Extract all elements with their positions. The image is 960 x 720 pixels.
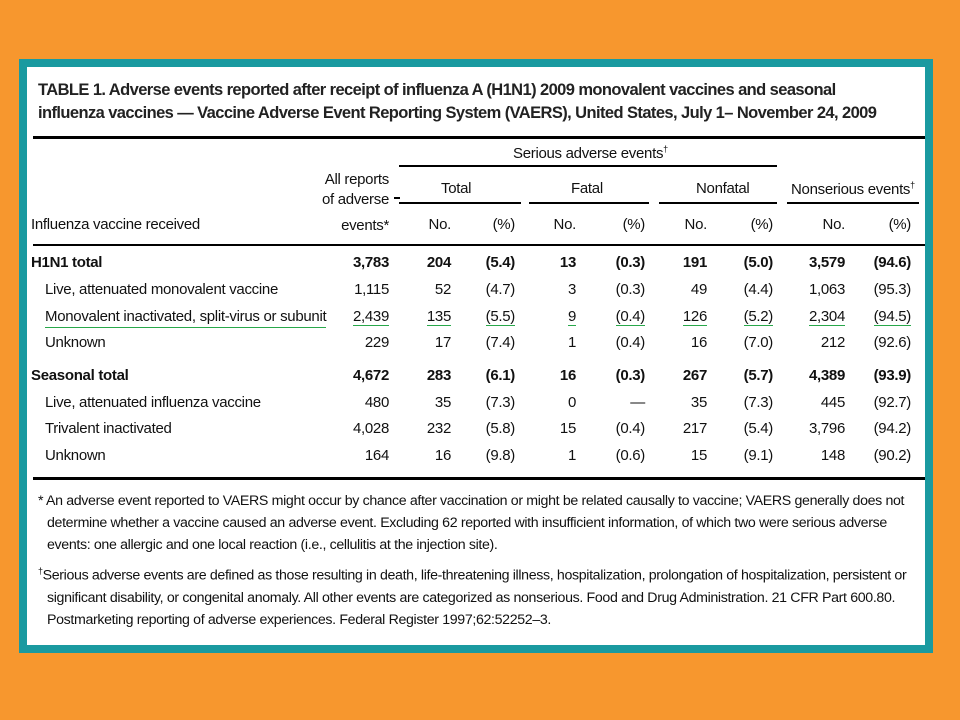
nonserious-pct-cell-wrap [857,333,911,353]
nonserious-pct-heading: (%) [888,216,911,233]
fatal-no-cell-wrap [532,333,576,353]
nonserious-pct-cell: (94.2) [873,420,911,437]
nonfatal-rule [659,202,777,204]
nonfatal-pct-cell: (7.0) [743,334,773,351]
nonfatal-pct-cell-wrap [727,419,773,439]
nonfatal-no-cell-wrap [663,446,707,466]
top-rule [33,136,925,139]
header-rule [33,244,925,246]
row-label: Trivalent inactivated [45,420,172,437]
all-reports-cell-wrap [307,419,389,439]
total-pct-cell: (7.4) [485,334,515,351]
nonserious-pct-cell-wrap [857,419,911,439]
table-title: TABLE 1. Adverse events reported after receipt of influenza A (H1N1) 2009 monovalent vaccines and seasonal influenza vaccines — Vaccine Adverse Event Reporting System (VAERS), United States, July 1– November 24, 2009 [38,80,877,122]
nonserious-no-cell-wrap [795,366,845,386]
nonserious-pct-cell-wrap [857,393,911,413]
nonfatal-pct-cell-wrap [727,393,773,413]
nonserious-pct-cell-wrap [857,307,911,327]
nonfatal-no-cell-wrap [663,280,707,300]
all-reports-cell: 229 [364,334,389,351]
total-no-cell: 135 [426,308,451,325]
fatal-no-cell-wrap [532,307,576,327]
all-reports-cell: 480 [364,394,389,411]
footnote-dagger: †Serious adverse events are defined as those resulting in death, life-threatening illness, hospitalization, prolongation of hospitalization, persistent or significant disability, or congenital anomaly. All other events are categorized as nonserious. Food and Drug Administration. 21 CFR Part 600.80. Postmarketing reporting of adverse experiences. Federal Register 1997;62:52252–3. [38,566,907,628]
footnotes [38,490,922,631]
nonfatal-pct-cell-wrap [727,253,773,273]
nonfatal-pct-cell: (5.0) [743,254,773,271]
fatal-pct-cell: (0.3) [615,281,645,298]
fatal-no-cell-wrap [532,280,576,300]
fatal-pct-cell: (0.6) [615,447,645,464]
fatal-pct-cell-wrap [597,307,645,327]
fatal-pct-cell-wrap [597,333,645,353]
fatal-no-cell-wrap [532,366,576,386]
total-no-cell: 17 [434,334,451,351]
total-pct-cell-wrap [467,280,515,300]
total-rule [399,202,521,204]
fatal-pct-cell: (0.3) [615,254,645,271]
total-pct-cell: (7.3) [485,394,515,411]
fatal-no-heading: No. [553,216,576,233]
nonfatal-pct-cell-wrap [727,307,773,327]
table-panel [27,67,925,645]
nonserious-no-cell-wrap [795,280,845,300]
total-pct-cell-wrap [467,446,515,466]
fatal-no-cell-wrap [532,419,576,439]
nonserious-no-cell: 2,304 [808,308,845,325]
row-label: Unknown [45,447,106,464]
all-reports-cell-wrap [307,366,389,386]
nonfatal-no-cell: 267 [682,367,707,384]
total-pct-cell-wrap [467,307,515,327]
fatal-no-cell: 1 [567,447,576,464]
nonserious-heading: Nonserious events† [791,180,915,198]
fatal-pct-cell-wrap [597,253,645,273]
total-no-cell: 204 [426,254,451,271]
total-no-cell-wrap [407,393,451,413]
nonfatal-pct-cell: (5.2) [743,308,773,325]
all-reports-cell-wrap [307,333,389,353]
fatal-no-cell: 1 [567,334,576,351]
total-no-cell-wrap [407,333,451,353]
all-reports-cell: 1,115 [354,281,389,298]
nonfatal-no-cell: 126 [682,308,707,325]
nonfatal-no-cell-wrap [663,419,707,439]
nonserious-pct-cell: (92.6) [873,334,911,351]
nonserious-pct-cell: (94.5) [873,308,911,325]
bottom-rule [33,477,925,480]
nonfatal-pct-heading: (%) [750,216,773,233]
footnote-star: * An adverse event reported to VAERS might occur by chance after vaccination or might be related causally to vaccine; VAERS generally does not determine whether a vaccine caused an adverse event. Excluding 62 reported with insufficient information, of which two were serious adverse events: one allergic and one local reaction (i.e., cellulitis at the injection site). [38,493,905,553]
total-no-cell: 283 [426,367,451,384]
all-reports-cell-wrap [307,446,389,466]
total-no-cell-wrap [407,446,451,466]
total-no-cell-wrap [407,419,451,439]
nonfatal-pct-cell-wrap [727,280,773,300]
nonserious-pct-cell-wrap [857,280,911,300]
all-reports-stub-rule [394,197,400,199]
nonfatal-no-cell: 35 [690,394,707,411]
all-reports-cell: 3,783 [352,254,389,271]
vaccine-heading: Influenza vaccine received [31,216,200,233]
row-label: Seasonal total [31,367,129,384]
nonserious-no-cell: 3,796 [808,420,845,437]
all-reports-cell: 164 [364,447,389,464]
nonserious-no-cell: 1,063 [808,281,845,298]
fatal-pct-cell: (0.4) [615,334,645,351]
total-pct-cell: (5.8) [485,420,515,437]
nonfatal-heading: Nonfatal [696,180,750,197]
all-reports-cell: 2,439 [352,308,389,325]
nonfatal-no-cell-wrap [663,333,707,353]
fatal-no-cell-wrap [532,446,576,466]
total-pct-cell-wrap [467,419,515,439]
row-label: Live, attenuated monovalent vaccine [45,281,278,298]
nonserious-pct-cell-wrap [857,253,911,273]
nonfatal-pct-cell: (4.4) [743,281,773,298]
nonfatal-no-cell: 49 [690,281,707,298]
total-no-cell: 52 [434,281,451,298]
nonserious-pct-cell: (90.2) [873,447,911,464]
fatal-no-cell: 16 [559,367,576,384]
total-no-heading: No. [428,216,451,233]
fatal-no-cell: 3 [567,281,576,298]
serious-events-heading: Serious adverse events† [513,144,668,162]
nonserious-no-cell-wrap [795,446,845,466]
nonserious-rule [787,202,919,204]
total-no-cell-wrap [407,307,451,327]
nonserious-pct-cell: (95.3) [873,281,911,298]
total-pct-cell: (4.7) [485,281,515,298]
nonserious-no-cell: 148 [820,447,845,464]
nonserious-no-cell: 212 [820,334,845,351]
all-reports-cell-wrap [307,253,389,273]
nonserious-pct-cell-wrap [857,366,911,386]
fatal-pct-cell-wrap [597,366,645,386]
fatal-pct-cell: (0.3) [615,367,645,384]
row-label: Monovalent inactivated, split-virus or subunit [45,307,326,328]
total-pct-cell: (6.1) [485,367,515,384]
nonserious-no-cell-wrap [795,307,845,327]
nonserious-no-cell-wrap [795,333,845,353]
row-label: Unknown [45,334,106,351]
row-label: Live, attenuated influenza vaccine [45,394,261,411]
nonfatal-no-cell-wrap [663,366,707,386]
nonfatal-pct-cell: (9.1) [743,447,773,464]
nonfatal-no-heading: No. [684,216,707,233]
nonserious-no-cell: 4,389 [808,367,845,384]
all-reports-cell-wrap [307,393,389,413]
nonserious-no-cell-wrap [795,419,845,439]
total-pct-heading: (%) [492,216,515,233]
nonfatal-pct-cell: (7.3) [743,394,773,411]
fatal-rule [529,202,649,204]
nonserious-pct-cell: (94.6) [873,254,911,271]
total-no-cell: 35 [434,394,451,411]
nonfatal-pct-cell: (5.7) [743,367,773,384]
nonfatal-pct-cell-wrap [727,333,773,353]
all-reports-cell-wrap [307,280,389,300]
fatal-no-cell: 13 [559,254,576,271]
nonserious-pct-cell: (92.7) [873,394,911,411]
fatal-pct-cell: (0.4) [615,420,645,437]
total-heading: Total [441,180,472,197]
nonfatal-no-cell: 15 [690,447,707,464]
all-reports-cell-wrap [307,307,389,327]
nonfatal-no-cell: 16 [690,334,707,351]
nonfatal-no-cell-wrap [663,307,707,327]
all-reports-heading: All reports of adverse events* [321,171,389,234]
fatal-pct-cell-wrap [597,280,645,300]
fatal-pct-cell-wrap [597,393,645,413]
nonfatal-pct-cell-wrap [727,366,773,386]
slide-frame [19,59,933,653]
fatal-no-cell-wrap [532,393,576,413]
fatal-pct-cell: (0.4) [615,308,645,325]
row-label: H1N1 total [31,254,103,271]
total-pct-cell-wrap [467,393,515,413]
fatal-no-cell: 0 [567,394,576,411]
nonserious-no-cell-wrap [795,253,845,273]
total-pct-cell-wrap [467,253,515,273]
total-pct-cell: (5.5) [485,308,515,325]
total-pct-cell: (9.8) [485,447,515,464]
fatal-pct-heading: (%) [622,216,645,233]
total-pct-cell: (5.4) [485,254,515,271]
total-no-cell-wrap [407,366,451,386]
fatal-no-cell-wrap [532,253,576,273]
nonfatal-no-cell: 217 [682,420,707,437]
serious-events-rule [399,165,777,167]
nonserious-pct-cell-wrap [857,446,911,466]
nonserious-no-heading: No. [822,216,845,233]
fatal-no-cell: 15 [559,420,576,437]
fatal-pct-cell-wrap [597,446,645,466]
fatal-pct-cell-wrap [597,419,645,439]
total-no-cell-wrap [407,253,451,273]
nonfatal-no-cell: 191 [682,254,707,271]
all-reports-cell: 4,672 [352,367,389,384]
all-reports-cell: 4,028 [352,420,389,437]
nonfatal-pct-cell: (5.4) [743,420,773,437]
fatal-heading: Fatal [571,180,603,197]
total-no-cell-wrap [407,280,451,300]
nonserious-no-cell: 445 [820,394,845,411]
nonfatal-no-cell-wrap [663,253,707,273]
nonfatal-no-cell-wrap [663,393,707,413]
nonserious-pct-cell: (93.9) [873,367,911,384]
nonfatal-pct-cell-wrap [727,446,773,466]
total-no-cell: 232 [426,420,451,437]
total-pct-cell-wrap [467,333,515,353]
total-pct-cell-wrap [467,366,515,386]
total-no-cell: 16 [434,447,451,464]
nonserious-no-cell: 3,579 [808,254,845,271]
nonserious-no-cell-wrap [795,393,845,413]
fatal-pct-cell: — [630,394,645,411]
fatal-no-cell: 9 [567,308,576,325]
